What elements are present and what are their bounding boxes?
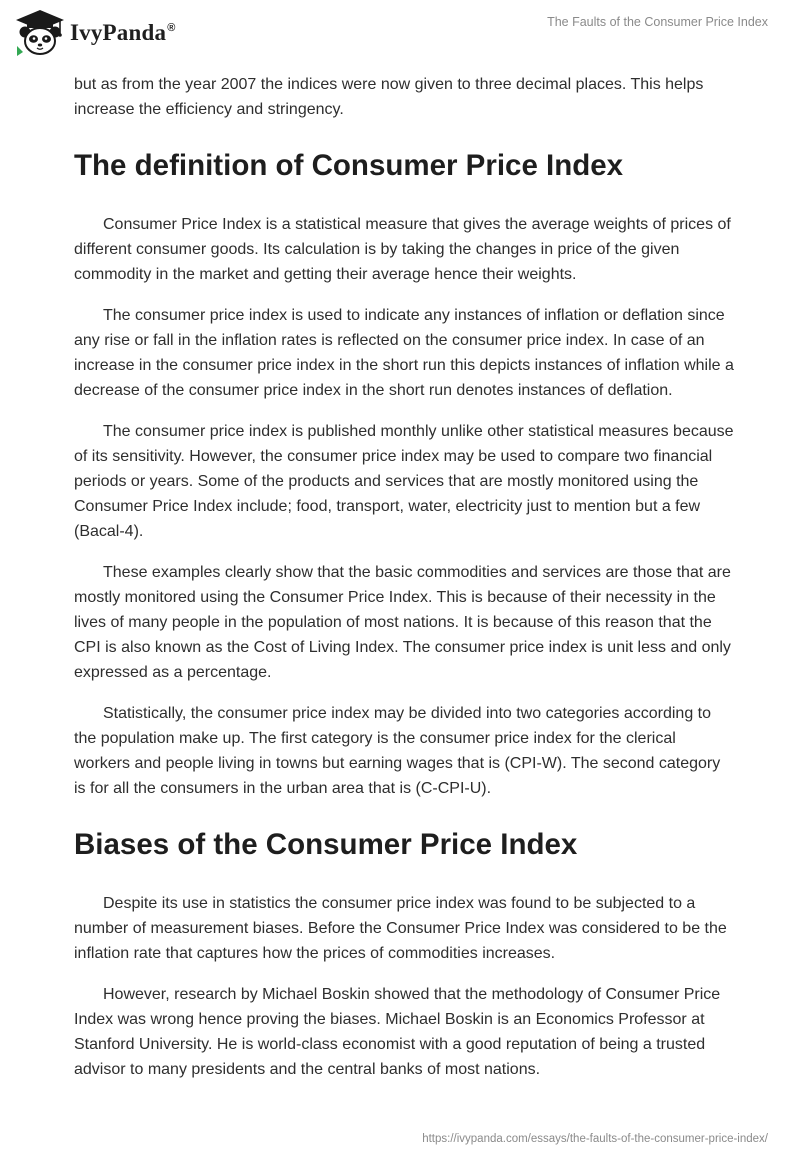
document-title: The Faults of the Consumer Price Index	[547, 15, 768, 29]
page-header	[0, 0, 800, 70]
paragraph: The consumer price index is published monthly unlike other statistical measures because of its sensitivity. However, the consumer price index may be used to compare two financial periods or years. Some of the products and services that are mostly monitored using the Consumer Price Index include; food, transport, water, electricity just to mention but a few (Bacal-4).	[74, 423, 734, 540]
paragraph: However, research by Michael Boskin showed that the methodology of Consumer Price Index was wrong hence proving the biases. Michael Boskin is an Economics Professor at Stanford University. He is world-class economist with a good reputation of being a trusted advisor to many presidents and the central banks of most nations.	[74, 986, 721, 1078]
paragraph: Despite its use in statistics the consumer price index was found to be subjected to a number of measurement biases. Before the Consumer Price Index was considered to be the inflation rate that captures how the prices of commodities increases.	[74, 895, 727, 962]
intro-continuation-paragraph: but as from the year 2007 the indices were now given to three decimal places. This helps increase the efficiency and stringency.	[74, 76, 704, 118]
section-heading-definition: The definition of Consumer Price Index	[74, 149, 624, 182]
paragraph: The consumer price index is used to indicate any instances of inflation or deflation since any rise or fall in the inflation rates is reflected on the consumer price index. In case of an increase in the consumer price index in the short run this depicts instances of inflation while a decrease of the consumer price index in the short run denotes instances of deflation.	[74, 307, 734, 399]
paragraph: Consumer Price Index is a statistical measure that gives the average weights of prices of different consumer goods. Its calculation is by taking the changes in price of the given commodity in the market and getting their average hence their weights.	[74, 216, 731, 283]
essay-body	[74, 72, 734, 1098]
paragraph: These examples clearly show that the basic commodities and services are those that are mostly monitored using the Consumer Price Index. This is because of their necessity in the lives of many people in the population of most nations. It is because of this reason that the CPI is also known as the Cost of Living Index. The consumer price index is unit less and only expressed as a percentage.	[74, 564, 731, 681]
brand-logo[interactable]	[14, 8, 176, 58]
brand-name: IvyPanda®	[70, 20, 176, 45]
section-heading-biases: Biases of the Consumer Price Index	[74, 828, 578, 861]
paragraph: Statistically, the consumer price index may be divided into two categories according to the population make up. The first category is the consumer price index for the clerical workers and people living in towns but earning wages that is (CPI-W). The second category is for all the consumers in the urban area that is (C-CPI-U).	[74, 705, 721, 797]
source-url-link[interactable]: https://ivypanda.com/essays/the-faults-of-the-consumer-price-index/	[422, 1133, 768, 1145]
panda-graduation-cap-logo-icon	[14, 8, 66, 58]
